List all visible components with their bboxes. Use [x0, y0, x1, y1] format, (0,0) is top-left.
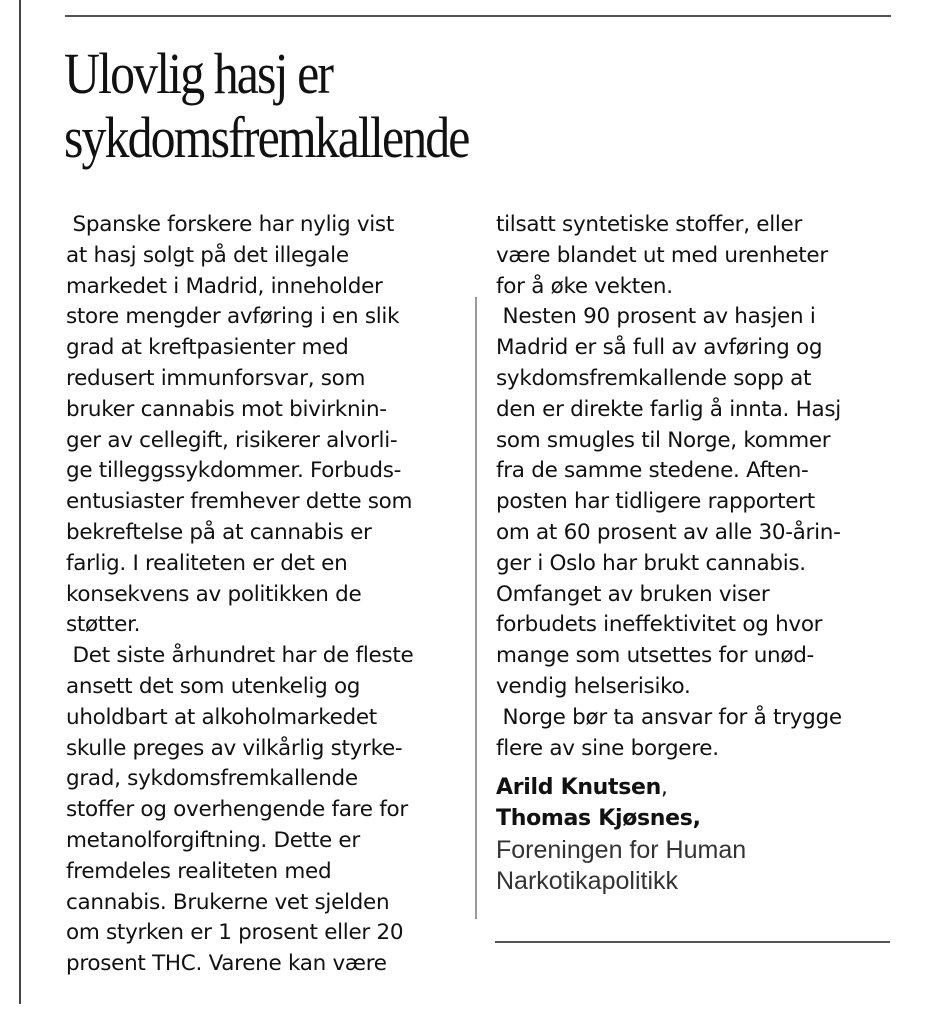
headline-line-1: Ulovlig hasj er — [64, 41, 333, 106]
headline — [64, 42, 769, 170]
body-text-line: være blandet ut med urenheter — [496, 242, 828, 268]
body-text-line: store mengder avføring i en slik — [66, 304, 400, 330]
bottom-rule — [495, 941, 890, 943]
body-text-line: støtter. — [66, 612, 141, 638]
body-text-line: Omfanget av bruken viser — [496, 581, 770, 607]
body-text-line: sykdomsfremkallende sopp at — [496, 365, 812, 391]
body-text-line: den er direkte farlig å innta. Hasj — [496, 396, 841, 422]
body-text-line: markedet i Madrid, inneholder — [66, 273, 383, 299]
body-text-line: ger i Oslo har brukt cannabis. — [496, 550, 806, 576]
body-text-line: Det siste århundret har de fleste — [66, 643, 414, 669]
body-text-line: bruker cannabis mot bivirknin- — [66, 396, 387, 422]
body-text-line: stoffer og overhengende fare for — [66, 797, 408, 823]
body-text-line: at hasj solgt på det illegale — [66, 242, 349, 268]
body-text-line: redusert immunforsvar, som — [66, 365, 366, 391]
signature — [496, 773, 906, 896]
top-rule — [65, 15, 891, 17]
body-text-line: uholdbart at alkoholmarkedet — [66, 704, 377, 730]
body-text-line: forbudets ineffektivitet og hvor — [496, 612, 823, 638]
author-1: Arild Knutsen — [496, 775, 662, 801]
body-text-line: prosent THC. Varene kan være — [66, 951, 387, 977]
body-text-line: ge tilleggssykdommer. Forbuds- — [66, 458, 402, 484]
right-column — [496, 210, 906, 897]
body-text-line: Madrid er så full av avføring og — [496, 335, 823, 361]
body-text-line: skulle preges av vilkårlig styrke- — [66, 735, 403, 761]
left-border-rule — [19, 0, 21, 1004]
body-text-line: ansett det som utenkelig og — [66, 673, 361, 699]
left-column — [66, 210, 466, 980]
body-text-line: mange som utsettes for unød- — [496, 643, 815, 669]
body-text-line: flere av sine borgere. — [496, 735, 719, 761]
body-text-line: fra de samme stedene. Aften- — [496, 458, 809, 484]
body-text-line: grad at kreftpasienter med — [66, 335, 349, 361]
organization-line-2: Narkotikapolitikk — [496, 866, 679, 895]
body-text-line: om styrken er 1 prosent eller 20 — [66, 920, 404, 946]
body-text-line: cannabis. Brukerne vet sjelden — [66, 889, 390, 915]
body-text-line: farlig. I realiteten er det en — [66, 550, 348, 576]
body-text-line: bekreftelse på at cannabis er — [66, 519, 372, 545]
body-text-line: konsekvens av politikken de — [66, 581, 362, 607]
body-text-line: Spanske forskere har nylig vist — [66, 212, 394, 237]
author-separator: , — [661, 775, 668, 801]
body-text-line: metanolforgiftning. Dette er — [66, 827, 360, 853]
organization-line-1: Foreningen for Human — [496, 835, 747, 864]
body-text-line: fremdeles realiteten med — [66, 858, 332, 884]
body-text-line: grad, sykdomsfremkallende — [66, 766, 358, 792]
author-2: Thomas Kjøsnes, — [496, 806, 701, 832]
signature-author-1-line — [496, 773, 906, 804]
body-text-line: ger av cellegift, risikerer alvorli- — [66, 427, 398, 453]
body-text-line: om at 60 prosent av alle 30-årin- — [496, 519, 841, 545]
body-text-line: vendig helserisiko. — [496, 673, 691, 699]
body-text-line: for å øke vekten. — [496, 273, 673, 299]
body-text-line: tilsatt syntetiske stoffer, eller — [496, 212, 803, 237]
body-text-line: Norge bør ta ansvar for å trygge — [496, 704, 842, 730]
body-text-line: entusiaster fremhever dette som — [66, 489, 413, 515]
body-text-line: Nesten 90 prosent av hasjen i — [496, 304, 816, 330]
body-text-line: posten har tidligere rapportert — [496, 489, 815, 515]
body-text-line: som smugles til Norge, kommer — [496, 427, 831, 453]
column-divider — [475, 297, 477, 919]
headline-line-2: sykdomsfremkallende — [64, 105, 469, 170]
